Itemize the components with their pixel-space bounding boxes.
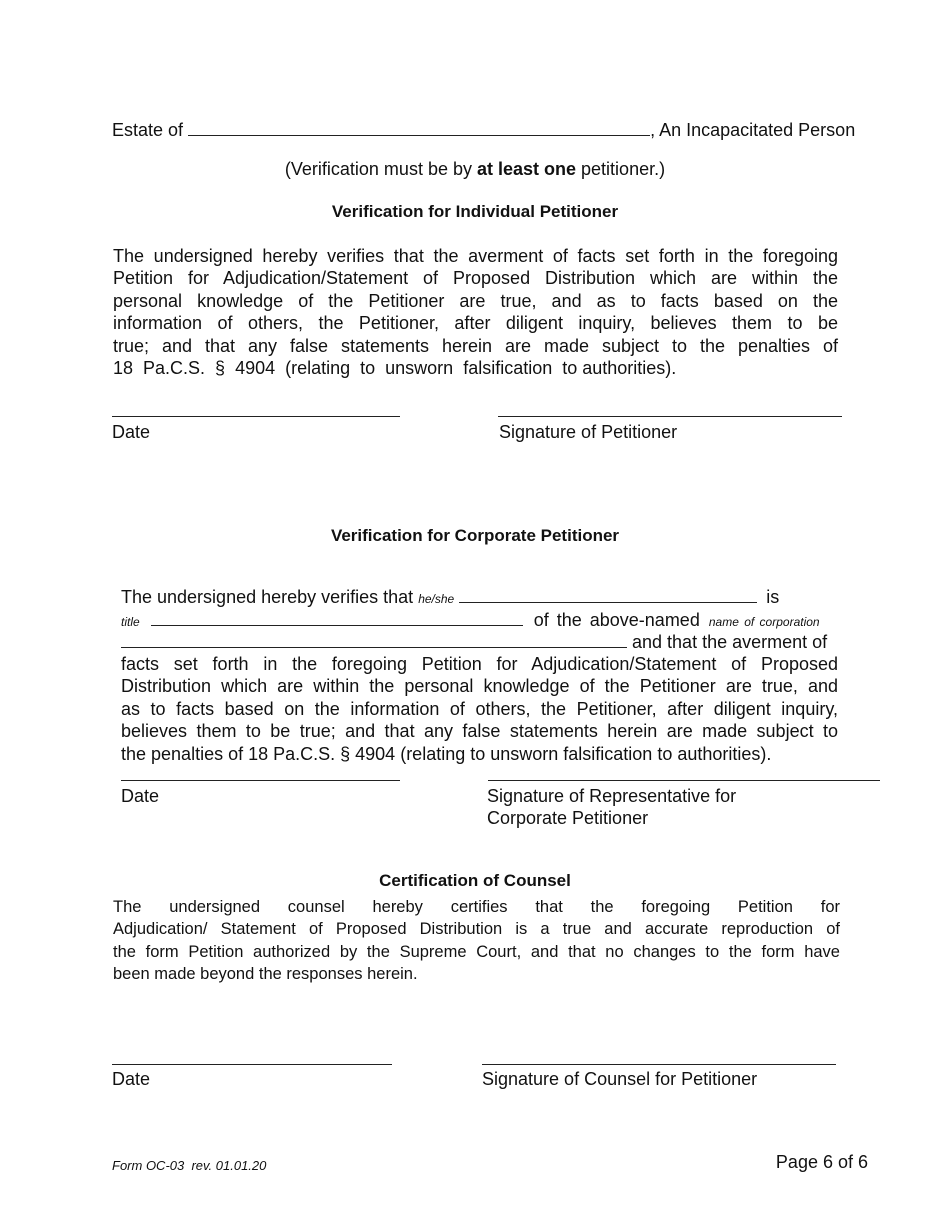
corporate-line2-text: of the above-named [533, 610, 700, 630]
corporate-date-line[interactable] [121, 780, 400, 781]
individual-line: The undersigned hereby verifies that the averment of facts set forth in the foregoing [113, 246, 838, 266]
individual-signature-line[interactable] [498, 416, 842, 417]
corporate-line: believes them to be true; and that any false statements herein are made subject to [121, 721, 838, 742]
counsel-line: The undersigned counsel hereby certifies that the foregoing Petition for [113, 898, 840, 916]
counsel-date-line[interactable] [112, 1064, 392, 1065]
counsel-line: been made beyond the responses herein. [113, 965, 418, 984]
counsel-paragraph [113, 896, 840, 986]
corporate-title: Verification for Corporate Petitioner [330, 526, 620, 545]
estate-suffix: , An Incapacitated Person [650, 120, 856, 140]
corporate-signature-label-2: Corporate Petitioner [487, 808, 649, 828]
corporate-date-label: Date [121, 786, 160, 806]
corporate-line-2 [121, 609, 841, 631]
corporate-signature-line[interactable] [488, 780, 880, 781]
corporate-line3-text: and that the averment of [632, 632, 828, 652]
corporate-line-1 [121, 586, 841, 608]
corporate-signature-label-1: Signature of Representative for [487, 786, 737, 806]
corporate-line1-text: The undersigned hereby verifies that [121, 587, 414, 607]
heshe-field[interactable] [459, 586, 757, 603]
note-bold: at least one [476, 159, 577, 179]
individual-line: true; and that any false statements herein are made subject to the penalties of [113, 335, 838, 356]
corporate-line-3 [121, 631, 841, 653]
individual-paragraph [113, 245, 838, 379]
corporation-name-field[interactable] [121, 631, 627, 648]
note-post: petitioner.) [576, 159, 666, 179]
estate-name-field[interactable] [188, 119, 650, 136]
corporate-line: facts set forth in the foregoing Petition for Adjudication/Statement of Proposed [121, 654, 838, 674]
individual-date-label: Date [112, 422, 151, 442]
title-field[interactable] [151, 609, 523, 626]
corporate-line: Distribution which are within the personal knowledge of the Petitioner are true, and [121, 676, 838, 697]
hint-title: title [121, 615, 140, 629]
note-pre: (Verification must be by [284, 159, 477, 179]
counsel-title: Certification of Counsel [379, 871, 571, 890]
verification-note [0, 159, 950, 180]
individual-line: personal knowledge of the Petitioner are true, and as to facts based on the [113, 290, 838, 311]
individual-line: 18 Pa.C.S. § 4904 (relating to unsworn falsification to authorities). [113, 358, 677, 379]
counsel-signature-line[interactable] [482, 1064, 836, 1065]
individual-line: information of others, the Petitioner, after diligent inquiry, believes them to be [113, 313, 838, 334]
estate-line [112, 119, 872, 141]
counsel-line: the form Petition authorized by the Supreme Court, and that no changes to the form have [113, 942, 840, 961]
form-id: Form OC-03 rev. 01.01.20 [112, 1158, 267, 1173]
counsel-signature-label: Signature of Counsel for Petitioner [482, 1069, 758, 1089]
corporate-paragraph [121, 653, 838, 765]
counsel-line: Adjudication/ Statement of Proposed Distribution is a true and accurate reproduction of [113, 920, 840, 939]
individual-signature-label: Signature of Petitioner [499, 422, 678, 442]
page-number: Page 6 of 6 [775, 1152, 868, 1172]
hint-heshe: he/she [418, 592, 455, 606]
individual-line: Petition for Adjudication/Statement of Proposed Distribution which are within the [113, 268, 838, 289]
individual-title: Verification for Individual Petitioner [331, 202, 619, 221]
counsel-date-label: Date [112, 1069, 151, 1089]
individual-date-line[interactable] [112, 416, 400, 417]
hint-corporation: name of corporation [708, 615, 820, 629]
corporate-line1-is: is [766, 587, 780, 607]
corporate-line: as to facts based on the information of others, the Petitioner, after diligent inquiry, [121, 698, 838, 719]
estate-prefix: Estate of [112, 120, 184, 140]
corporate-line: the penalties of 18 Pa.C.S. § 4904 (relating to unsworn falsification to authorities). [121, 743, 772, 764]
